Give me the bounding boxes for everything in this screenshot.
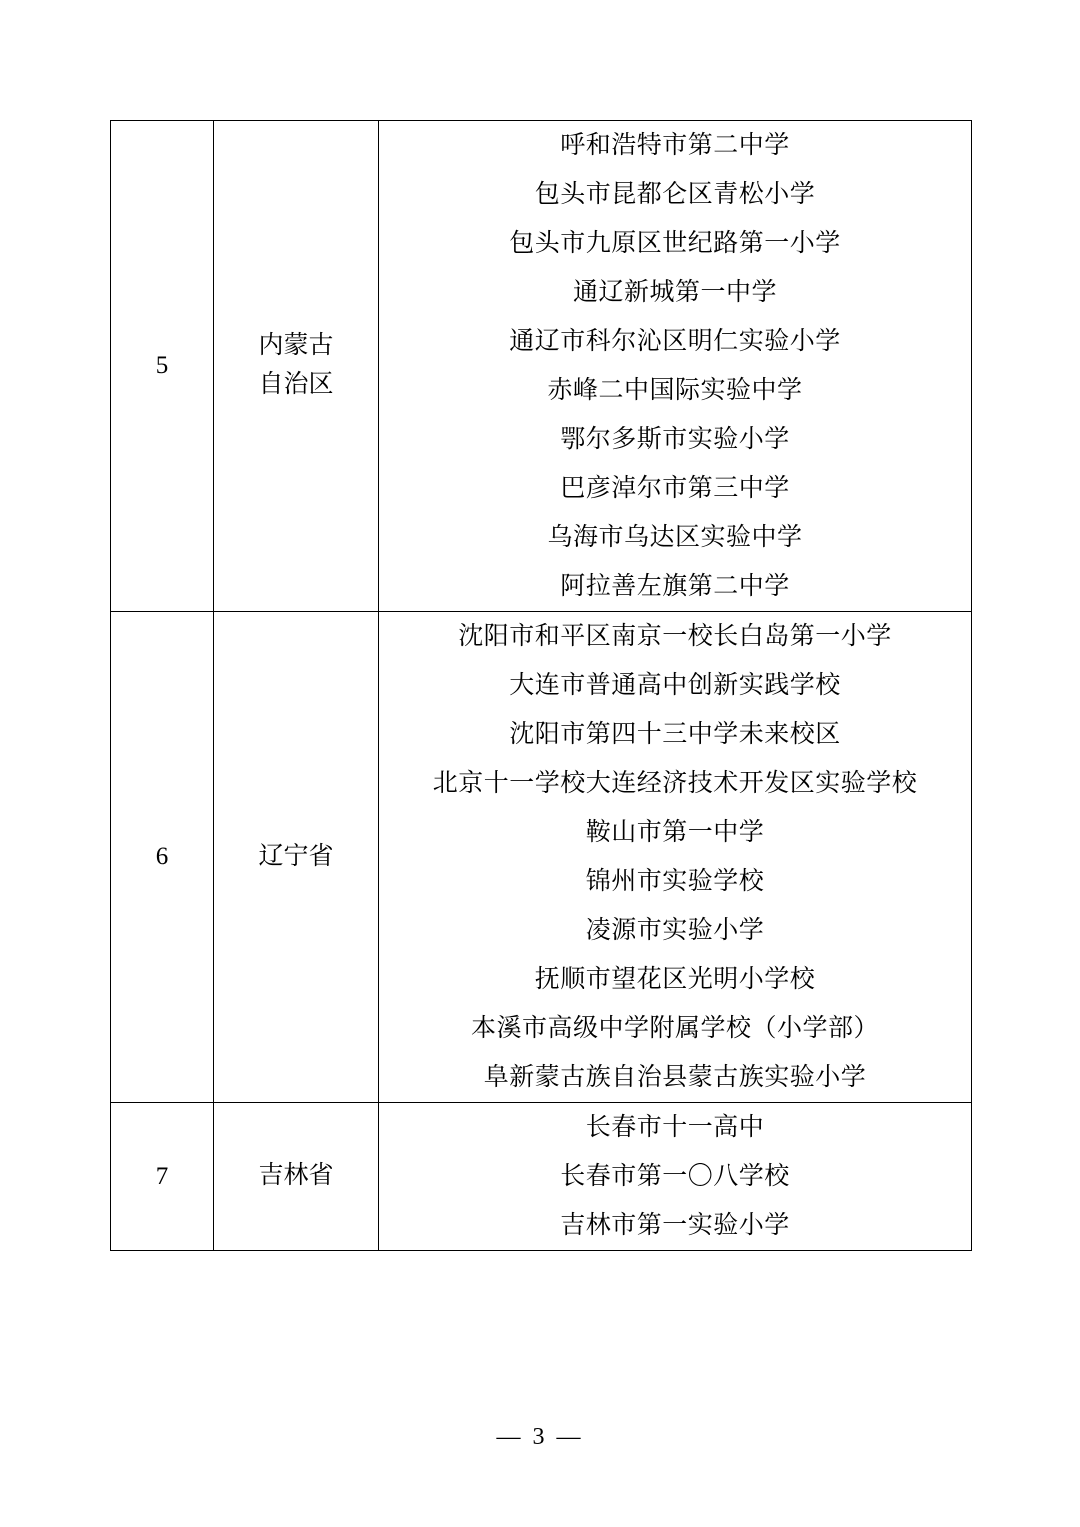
region-label-line: 吉林省 bbox=[258, 1162, 334, 1190]
row-index: 5 bbox=[155, 352, 169, 379]
row-index: 6 bbox=[155, 843, 169, 870]
row-region-cell bbox=[214, 121, 379, 612]
school-name: 呼和浩特市第二中学 bbox=[560, 132, 790, 159]
row-region-cell bbox=[214, 612, 379, 1103]
row-index-cell bbox=[111, 1103, 214, 1251]
region-label-line: 辽宁省 bbox=[258, 842, 334, 870]
table-row bbox=[111, 612, 972, 1103]
table-row bbox=[111, 1103, 972, 1251]
row-index-cell bbox=[111, 121, 214, 612]
school-name: 大连市普通高中创新实践学校 bbox=[509, 672, 841, 699]
row-index: 7 bbox=[155, 1162, 169, 1190]
table-row bbox=[111, 121, 972, 612]
school-name: 阜新蒙古族自治县蒙古族实验小学 bbox=[483, 1064, 867, 1091]
region-label-line: 内蒙古 bbox=[258, 332, 334, 360]
school-name: 巴彦淖尔市第三中学 bbox=[560, 475, 790, 502]
school-name: 鄂尔多斯市实验小学 bbox=[560, 426, 790, 453]
row-region-cell bbox=[214, 1103, 379, 1251]
school-name: 本溪市高级中学附属学校（小学部） bbox=[470, 1015, 879, 1042]
school-name: 长春市十一高中 bbox=[585, 1114, 765, 1141]
school-name: 包头市昆都仑区青松小学 bbox=[534, 181, 816, 208]
row-index-cell bbox=[111, 612, 214, 1103]
school-name: 通辽新城第一中学 bbox=[572, 279, 777, 306]
school-name: 鞍山市第一中学 bbox=[585, 819, 765, 846]
school-name: 沈阳市第四十三中学未来校区 bbox=[509, 721, 841, 748]
school-name: 凌源市实验小学 bbox=[585, 917, 765, 944]
school-name: 长春市第一〇八学校 bbox=[560, 1163, 790, 1190]
row-schools-cell bbox=[379, 121, 972, 612]
school-list-table bbox=[110, 120, 972, 1251]
page-number: — 3 — bbox=[496, 1424, 584, 1450]
school-name: 乌海市乌达区实验中学 bbox=[547, 524, 803, 551]
school-name: 北京十一学校大连经济技术开发区实验学校 bbox=[432, 770, 918, 797]
school-name: 包头市九原区世纪路第一小学 bbox=[509, 230, 841, 257]
school-name: 通辽市科尔沁区明仁实验小学 bbox=[509, 328, 841, 355]
row-schools-cell bbox=[379, 612, 972, 1103]
school-name: 沈阳市和平区南京一校长白岛第一小学 bbox=[458, 623, 892, 650]
region-label-line: 自治区 bbox=[258, 371, 334, 398]
school-name: 赤峰二中国际实验中学 bbox=[547, 377, 803, 404]
school-name: 吉林市第一实验小学 bbox=[560, 1212, 790, 1239]
school-name: 抚顺市望花区光明小学校 bbox=[534, 966, 816, 993]
school-name: 锦州市实验学校 bbox=[585, 868, 765, 895]
row-schools-cell bbox=[379, 1103, 972, 1251]
school-name: 阿拉善左旗第二中学 bbox=[560, 573, 790, 600]
table-body bbox=[111, 121, 972, 1251]
